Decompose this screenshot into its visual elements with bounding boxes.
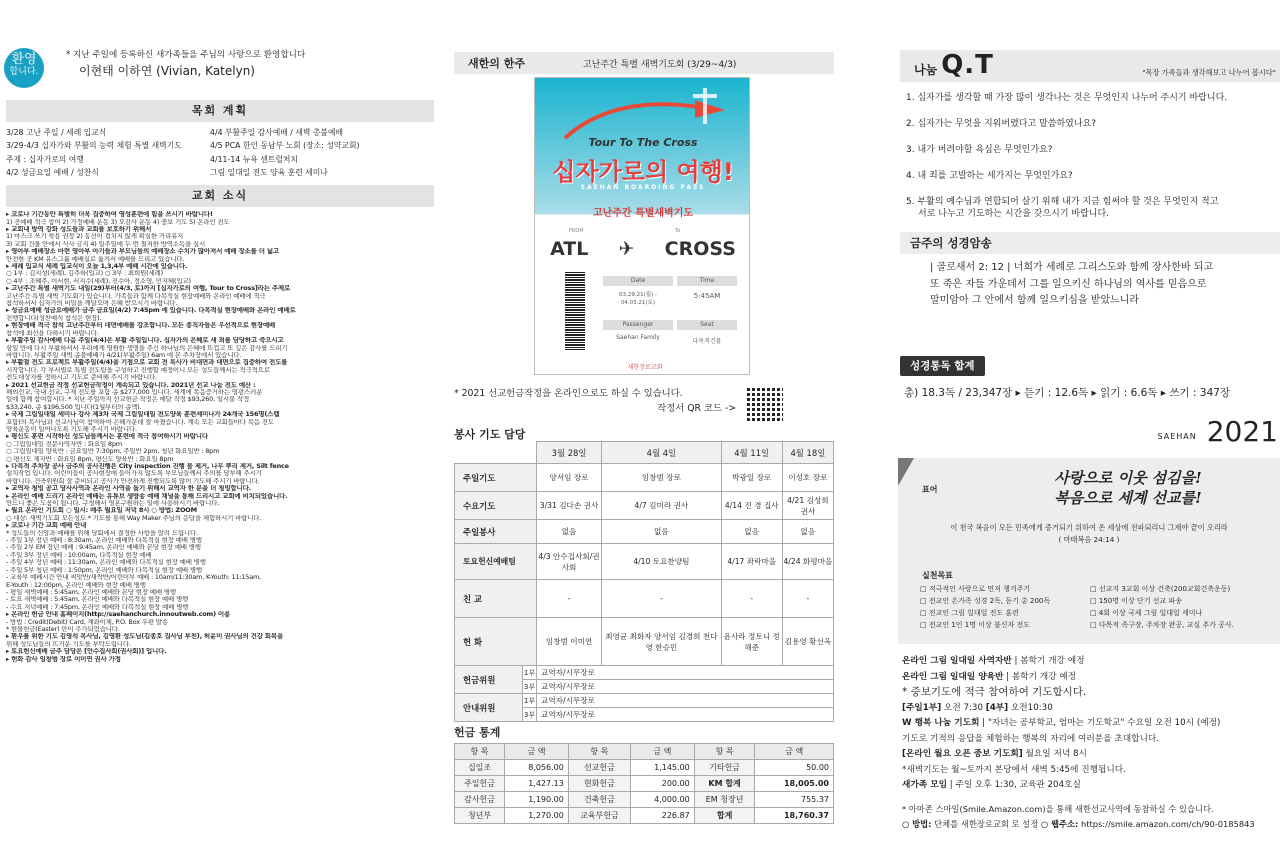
service-date: 4월 18일 [782, 442, 833, 464]
service-date: 4월 11일 [721, 442, 782, 464]
qt-header [900, 50, 1280, 82]
qt-question: 4. 내 죄를 고발하는 세가지는 무엇인가요? [906, 171, 1073, 181]
table-cell: 건축헌금 [568, 792, 630, 808]
news-item: - 주일 4부 장년 예배 : 11:30am, 온라인 예배와 다목적실 현장 예배 병행 [6, 559, 206, 567]
ticket-title: 십자가로의 여행! [552, 158, 734, 186]
table-cell: 윤사라 정토니 정해준 [721, 618, 782, 666]
info-section [902, 654, 1278, 833]
info-text: | 봄학기 개강 예정 [1011, 656, 1085, 666]
plan-title: 목회 계획 [6, 100, 434, 122]
practice-item: □ 전교인 1인 1명 이상 불신자 전도 [920, 621, 1031, 629]
info-bold: ○ 웹주소: [1040, 819, 1079, 829]
plan-item: 그림 일대일 전도 양육 훈련 세미나 [210, 167, 328, 177]
service-date: 3월 28일 [537, 442, 602, 464]
news-item: ▸ 온라인 헌금 안내 홈페이지(http://saehanchurch.innoutweb.com) 이용 [6, 611, 231, 619]
table-cell: - [602, 580, 722, 618]
ticket-passenger: Saehan Family [616, 334, 660, 341]
plan-item: 4/5 PCA 한인 동남부 노회 (장소: 성약교회) [210, 141, 360, 151]
welcome-intro: * 지난 주일에 등록하신 새가족들을 주님의 사랑으로 환영합니다 [66, 50, 306, 60]
table-cell: 양서임 장로 [537, 464, 602, 492]
news-item: ▸ 다목적 주차장 공사 금주의 공사진행은 City inspection 진행 물 제거, 나무 뿌리 제거, Silt fence [6, 463, 289, 470]
table-row [455, 694, 834, 708]
table-cell: 4/10 토요찬양팀 [602, 544, 722, 580]
memory-line: 또 죽은 자들 가운데서 그를 일으키신 하나님의 역사를 믿음으로 [930, 278, 1207, 290]
qt-question: 2. 십자가는 무엇을 지워버렸다고 말씀하였나요? [906, 119, 1096, 129]
table-cell: 1,145.00 [631, 760, 695, 776]
table-row [455, 776, 834, 792]
table-cell: 십일조 [455, 760, 505, 776]
week-title: 새한의 한주 [468, 57, 525, 70]
welcome-text [66, 48, 305, 79]
amazon-link[interactable]: https://smile.amazon.com/ch/90-0185843 [1078, 819, 1255, 829]
offering-title: 헌금 통계 [454, 726, 501, 739]
ticket-subtitle: 고난주간 특별새벽기도 [592, 208, 694, 219]
info-text: 단체를 새한장로교회 로 설정 [931, 819, 1041, 829]
week-header [454, 52, 834, 74]
table-cell: 4/14 진 경 집사 [721, 492, 782, 520]
info-bold: [온라인 월요 오픈 중보 기도회] [902, 749, 1023, 759]
news-item: - 주일 1부 장년 예배 : 8:30am, 온라인 예배와 다목적실 현장 예배 병행 [6, 537, 202, 545]
news-item: 시작합니다. 각 부서별로 특별 전도팀을 구성하고 진행할 예정이니 모든 성도들께서는 적극적으로 [6, 366, 270, 374]
slogan-line1: 사랑으로 이웃 섬김을! [1054, 469, 1202, 487]
welcome-names: 이현태 이하연 (Vivian, Katelyn) [79, 64, 255, 78]
info-line [902, 654, 1278, 670]
qr-note-line2: 작정서 QR 코드 -> [657, 403, 736, 414]
ticket-seat: 다목적건물 [692, 338, 722, 345]
ticket-from-label: FROM [569, 228, 584, 234]
table-header: 금 액 [755, 744, 834, 760]
news-item: ▸ 성금요예배 성금요예배가 금주 금요일(4/2) 7:45pm 에 있습니다. 다목적실 현장예배와 온라인 예배로 [6, 307, 296, 315]
qr-note [454, 386, 736, 416]
slogan-verse [898, 522, 1280, 546]
info-bold: 새가족 모임 [902, 780, 947, 790]
offering-table [454, 743, 834, 824]
news-item: ▸ 온라인 예배 드리기 온라인 예배는 유튜브 생방송 예배 채널을 통해 드리시고 교회에 비치되었습니다. [6, 492, 288, 500]
table-cell: 50.00 [755, 760, 834, 776]
ticket-passenger-label: Passenger [603, 320, 673, 330]
table-cell: 임창범 이미연 [537, 618, 602, 666]
row-label: 안내위원 [455, 694, 523, 722]
table-row [455, 808, 834, 824]
plan-item: 3/29-4/3 십자가와 부활의 능력 체험 특별 새벽기도 [6, 141, 182, 151]
table-cell: 주일헌금 [455, 776, 505, 792]
news-item: ▸ 월요 온라인 기도회 ○ 일시: 매주 월요일 저녁 8시 ○ 방법: ZOOM [6, 507, 197, 515]
table-row [455, 618, 834, 666]
news-item: - 토요 새벽예배 : 5:45am, 온라인 예배와 다목적실 현장 예배 병행 [6, 596, 189, 604]
news-item: $33,240, 총 $196,500 입니다(1월부터의 총액). [6, 403, 142, 411]
news-item: ○ 1부 : 김지성(세례), 김주하(입교) ○ 3부 : 최희원(세례) [6, 270, 163, 278]
news-item: 1) 마스크 쓰기 착용 권장 2) 동선이 겹치지 않게 확실한 거리유지 [6, 233, 184, 241]
news-item: 안전한 곳 KM 유스그룹 예배실로 옮겨서 예배를 드리고 있습니다. [6, 255, 185, 263]
news-item: ▸ 2021 선교헌금 작정 선교헌금작정이 계속되고 있습니다. 2021년 선교 나눔 전도 예산 : [6, 381, 256, 389]
qr-note-line1: * 2021 선교헌금작정을 온라인으로도 하실 수 있습니다. [454, 388, 683, 399]
plan-item: 4/4 부활주일 감사예배 / 새벽 총불예배 [210, 128, 344, 137]
table-header: 항 목 [455, 744, 505, 760]
news-item: ▸ 교회내 방역 강화 성도들과 교회를 보호하기 위해서 [6, 226, 152, 233]
news-item: ▸ 부활절 전도 프로젝트 부활주일(4/4)을 기점으로 교회 전 목사가 비대면과 대면으로 집중하여 전도를 [6, 359, 288, 367]
news-item: 참석하셔서 십자가의 비밀을 깨달으며 은혜 받으시기 바랍니다. [6, 300, 178, 308]
table-cell: 최영균 최화자 양서임 김경희 천다영 한승민 [602, 618, 722, 666]
row-label: 수요기도 [455, 492, 537, 520]
info-text: 오전10:30 [1008, 702, 1053, 713]
table-cell: 200.00 [631, 776, 695, 792]
ticket-route [535, 238, 751, 260]
slogan [1008, 468, 1248, 508]
ticket-tour: Tour To The Cross [588, 136, 698, 149]
table-cell: 청년부 [455, 808, 505, 824]
ticket-date: 03.29.21(월) - 04.03.21(토) [619, 292, 657, 306]
news-item: 위해 성도님들의 뜨거운 기도를 부탁드립니다. [6, 640, 131, 648]
qt-question: 1. 십자가를 생각할 때 가장 많이 생각나는 것은 무엇인지 나누어 주시기 바랍니다. [906, 93, 1228, 103]
table-cell: 선교헌금 [568, 760, 630, 776]
info-line [902, 670, 1278, 686]
table-cell: 없음 [721, 520, 782, 544]
ticket-to-label: To [675, 228, 681, 234]
table-row [455, 464, 834, 492]
table-cell: 1,190.00 [505, 792, 569, 808]
practice-item: □ 다목적 족구장, 주차장 완공, 교실 추가 공사. [1090, 621, 1234, 629]
ticket-time: 5:45AM [693, 292, 721, 300]
table-cell: 교육부헌금 [568, 808, 630, 824]
table-cell: 현화헌금 [568, 776, 630, 792]
row-label: 헌금위원 [455, 666, 523, 694]
row-label: 주일기도 [455, 464, 537, 492]
verse-text: 이 천국 복음이 모든 민족에게 증거되기 위하여 온 세상에 전파되리니 그제야 끝이 오리라 [950, 523, 1228, 532]
service-header-row [455, 442, 834, 464]
reading-badge: 성경통독 합계 [900, 356, 985, 376]
news-item: ▸ 토요헌신예배 금주 담당은 [안수집사회(권사회)] 입니다. [6, 648, 167, 656]
year-number: 2021 [1206, 415, 1278, 448]
practice-item: □ 전교인 온가족 성경 2독, 듣기 총 200독 [920, 597, 1051, 605]
news-item: ▸ 현장예배 적극 참석 고난주간부터 대면예배를 강조합니다. 모든 종직자들은 우선적으로 현장예배 [6, 322, 276, 330]
memory-verse [930, 260, 1280, 310]
boarding-pass-poster [534, 77, 750, 375]
info-line: 기도로 기적의 응답을 체험하는 행복의 자리에 여러분을 초대합니다. [902, 733, 1160, 744]
news-item: 3) 교회 건물 안에서 식사 금지 4) 일주일에 두 번 철저한 방역소독을 실시 [6, 240, 206, 248]
table-cell: KM 합계 [694, 776, 755, 792]
news-item: 안드니 좋은 도움이 됩니다. 구청해서 영혼구원하는 일에 사용하시기 바랍니다. [6, 500, 220, 508]
info-line: * 아마존 스마일(Smile.Amazon.com)을 통해 새한선교사역에 동참하실 수 있습니다. [902, 803, 1214, 814]
table-cell: - [537, 580, 602, 618]
row-label: 헌 화 [455, 618, 537, 666]
news-item: ▸ 교역자 청빙 공고 당사사역과 온라인 사역을 돕기 위해서 교역자 한 분을 더 청빙합니다. [6, 485, 251, 493]
right-column [896, 0, 1280, 863]
table-cell: 없음 [782, 520, 833, 544]
plan-right [206, 126, 434, 179]
news-item: - 방법 : Credit(Debit) Card, 계좌이체, P.O. Box 우편 발송 [6, 618, 168, 626]
table-cell: 4,000.00 [631, 792, 695, 808]
welcome-section [4, 48, 434, 88]
table-cell: 3부 [523, 680, 537, 694]
news-item: - 수요 저녁예배 : 7:45pm, 온라인 예배와 다목적실 현장 예배 병행 [6, 603, 189, 611]
church-goal-box [898, 458, 1280, 644]
barcode [565, 272, 585, 350]
week-subtitle: 고난주간 특별 새벽기도회 (3/29~4/3) [582, 59, 737, 70]
practice-item: □ 4회 이상 국제 그림 일대일 세미나 [1090, 609, 1203, 617]
memory-title: 금주의 성경암송 [900, 232, 1280, 254]
service-table [454, 441, 834, 722]
table-row [455, 580, 834, 618]
slogan-tag: 표어 [922, 485, 938, 494]
plan-item: 주제 : 십자가로의 여행 [6, 154, 84, 164]
table-row [455, 792, 834, 808]
qt-question: 서로 나누고 기도하는 시간을 갖으시기 바랍니다. [918, 209, 1110, 219]
row-label: 토요헌신예배팀 [455, 544, 537, 580]
info-bold: [주일1부] [902, 702, 942, 713]
service-date: 4월 4일 [602, 442, 722, 464]
news-item: ○ 그림일대일 양육반 : 금요일반 7:30pm, 주일반 2pm, 청년 화요일반 : 8pm [6, 448, 220, 456]
info-line [902, 701, 1278, 717]
corner-mark [898, 458, 914, 486]
qr-code-icon[interactable] [747, 386, 783, 422]
practice-item: □ 적극적인 사랑으로 먼저 챙겨주기 [920, 585, 1031, 593]
table-cell: 755.37 [755, 792, 834, 808]
table-header: 금 액 [631, 744, 695, 760]
news-item: ▸ 고난주간 특별 새벽기도 내일(29)부터(4/3, 토)까지 [십자가로의 여행, Tour to Cross]라는 주제로 [6, 285, 291, 293]
news-item: - 주일 2부 EM 장년 예배 : 9:45am, 온라인 예배와 본당 현장 예배 병행 [6, 544, 201, 552]
news-item: * 현물헌금(Easter) 란이 추가되었습니다. [6, 625, 120, 633]
news-item: 1) 공예배 적극 참여 2) 가정예배 운동 3) 오감사 운동 4) 중보 기도 5) 온라인 전도 [6, 218, 230, 226]
info-line [902, 747, 1278, 763]
news-item: ○ 대상: 새벽기도회 모든성도 * 기도를 통해 Way Maker 주님의 응답을 체험하시기 바랍니다. [6, 514, 262, 522]
info-bold: W 행복 나눔 기도회 [902, 718, 980, 728]
plan-item: 4/2 성금요일 예배 / 성찬식 [6, 167, 99, 177]
info-text: | 봄학기 개강 예정 [1003, 671, 1077, 682]
table-cell: - [721, 580, 782, 618]
table-header: 금 액 [505, 744, 569, 760]
table-cell: 없음 [537, 520, 602, 544]
qt-question: 5. 부활의 예수님과 연합되어 살기 위해 내가 지금 힘써야 할 것은 무엇인지 적고 [906, 197, 1219, 207]
news-list [6, 211, 434, 663]
news-item: ○ 평신도 제자반 : 화요일 8pm, 평신도 양육반 : 화요일 8pm [6, 455, 174, 463]
memory-line: 말미암아 그 안에서 함께 일으키심을 받았느니라 [930, 295, 1140, 306]
info-line: * 중보기도에 적극 참여하여 기도합시다. [902, 686, 1087, 698]
table-cell: 교역자/시무장로 [537, 708, 834, 722]
reading-summary: 총) 18.3독 / 23,347장 ▸ 듣기 : 12.6독 ▸ 읽기 : 6.6독 ▸ 쓰기 : 347장 [904, 387, 1231, 399]
news-item: 바랍니다. 건축위원회 잘 준비되고 공사가 안전하게 진행되도록 많이 기도해 주시기 바랍니다. [6, 477, 260, 485]
table-row [455, 544, 834, 580]
row-label: 친 교 [455, 580, 537, 618]
row-label: 주일봉사 [455, 520, 537, 544]
ticket-passenger-box [603, 320, 673, 341]
news-item: ▸ 영아부 예배장소 마련 영아부 아기들과 부모님들의 예배장소 수치가 많아져서 예배 장소를 더 넓고 [6, 248, 280, 256]
table-row [455, 520, 834, 544]
qt-prefix: 나눔 [914, 63, 938, 77]
table-cell: - [782, 580, 833, 618]
ticket-seat-box [677, 320, 737, 345]
service-title: 봉사 기도 담당 [454, 428, 526, 441]
memory-line: | 골로새서 2: 12 | 너희가 세례로 그리스도와 함께 장사한바 되고 [930, 262, 1214, 273]
plan-left [6, 126, 206, 179]
table-row [455, 760, 834, 776]
table-cell: 18,760.37 [755, 808, 834, 824]
practice-item: □ 150명 이상 단기 선교 파송 [1090, 597, 1182, 605]
news-item: 양육운동이 일어나도록 기도해 주시기 바랍니다. [6, 425, 137, 433]
plan-item: 4/11-14 뉴욕 센트럴처치 [210, 154, 298, 164]
table-header: 항 목 [568, 744, 630, 760]
news-item: ▸ 코로나 기간 교회 예배 안내 [6, 522, 87, 530]
table-cell: 1,427.13 [505, 776, 569, 792]
practice-item: □ 전교인 그림 일대일 전도 훈련 [920, 609, 1019, 617]
news-item: ▸ 평신도 훈련 시작하신 성도님들께서는 훈련에 적극 참여하시기 바랍니다 [6, 433, 208, 441]
practice-items [920, 584, 1280, 630]
info-bold: 온라인 그림 일대일 양육반 [902, 671, 1004, 682]
news-item: ▸ 헌화 감사 임창범 장로 이미연 권사 가정 [6, 655, 121, 663]
news-item: - 교육부 예배시간 안내 씨앗반/새싹반/어린이부 예배 : 10am/11:30am, K-Youth: 11:15am, [6, 574, 261, 582]
year-mark [1157, 415, 1279, 448]
table-cell: 합계 [694, 808, 755, 824]
ticket-date-box [603, 276, 673, 306]
news-item: 설치작업 입니다. 어린이들이 공사현장에 들어가지 않도록 부모님들께서 주의를 당부해 주시기 [6, 470, 262, 478]
news-item: - 평일 새벽예배 : 5:45am, 온라인 예배와 본당 현장 예배 병행 [6, 588, 176, 596]
news-item: ▸ 코로나 기간동안 특별히 더욱 집중하여 영성훈련에 힘을 쓰시기 바랍니다! [6, 211, 213, 219]
table-cell: 없음 [602, 520, 722, 544]
practice-item: □ 선교지 3교회 이상 건축(200교회건축운동) [1090, 585, 1231, 593]
news-item: ▸ 세례 입교식 세례 입교식이 오늘 1,3,4부 예배 시간에 있습니다. [6, 263, 188, 271]
table-cell: 1,270.00 [505, 808, 569, 824]
welcome-badge-sub: 합니다. [9, 67, 39, 77]
news-item: 전도대상자를 정하시고 기도로 준비해 주시기 바랍니다. [6, 374, 158, 382]
info-text: | 주일 오후 1:30, 교육관 204호실 [947, 780, 1081, 790]
ticket-to: CROSS [664, 238, 736, 260]
table-header: 항 목 [694, 744, 755, 760]
table-cell: 3부 [523, 708, 537, 722]
table-cell: 감사헌금 [455, 792, 505, 808]
table-cell: 박광일 장로 [721, 464, 782, 492]
news-item: ▸ 국제 그림일대일 세미나 강사 제3차 국제 그림일대일 전도양육 훈련세미나가 24개국 156명(스텝 [6, 411, 280, 419]
table-cell: 교역자/시무장로 [537, 666, 834, 680]
ticket-pass: SAEHAN BOARDING PASS [580, 184, 706, 191]
table-cell: 226.87 [631, 808, 695, 824]
welcome-badge-main: 환영 [11, 52, 37, 67]
info-line [902, 716, 1278, 732]
info-line [902, 817, 1278, 833]
left-column [0, 0, 438, 863]
news-item: 포함)의 목사님과 선교사님이 참여하여 은혜가운데 잘 마쳤습니다. 계속 모든 교회들마다 복음 전도 [6, 418, 274, 426]
news-item: 고난주간 특별 새벽 기도회가 있습니다. 가족들과 함께 다목적실 현장예배와 온라인 예배에 적극 [6, 292, 266, 300]
qt-note: "목장 가족들과 생각해보고 나누어 봅시다" [1142, 68, 1276, 77]
table-cell: 1부 [523, 666, 537, 680]
ticket-seat-label: Seat [677, 320, 737, 330]
info-line [902, 778, 1278, 794]
news-item: 삼일 만에 다시 부활하셔서 우리에게 영원한 생명을 주신 하나님의 은혜에 뜨겁고 또 깊은 감사를 드리기 [6, 344, 288, 352]
info-bold: [4부] [985, 702, 1009, 713]
table-cell: 4/7 김미라 권사 [602, 492, 722, 520]
table-cell: 4/24 화평마을 [782, 544, 833, 580]
news-item: 바랍니다. 부활주일 새벽 총불예배가 4/21(부활주일) 6am 에 본 주차장에서 있습니다. [6, 351, 242, 359]
welcome-badge [4, 48, 44, 88]
plan-item: 3/28 고난 주일 / 세례 입교식 [6, 128, 107, 137]
table-cell: 4/21 김성희 권사 [782, 492, 833, 520]
table-cell: 이성호 장로 [782, 464, 833, 492]
table-cell: 1부 [523, 694, 537, 708]
ticket-date-label: Date [603, 276, 673, 286]
table-cell: 기타헌금 [694, 760, 755, 776]
qt-title: Q.T [941, 50, 994, 80]
info-bold: 온라인 그림 일대일 사역자반 [902, 656, 1012, 666]
news-item: ○ 4부 : 조혜주, 이서현, 서지수(세례), 진수아, 정소영, 민지혜(입교) [6, 277, 191, 285]
ticket-from: ATL [550, 238, 589, 260]
table-cell: EM 청장년 [694, 792, 755, 808]
plan-section [6, 126, 434, 179]
news-item: 해외선교, 국내 선교, 구제 전도를 포함 총 $277,000 입니다. 세계에 복음증거하는 영광스러운 [6, 388, 263, 396]
info-bold: ○ 방법: [902, 819, 932, 829]
table-cell: 3/31 김다손 권사 [537, 492, 602, 520]
news-item: ○ 그림일대일 전문사역자반 : 화요일 8pm [6, 440, 122, 448]
table-cell: 4/17 좌락마을 [721, 544, 782, 580]
info-text: | "자녀는 공부학교, 엄마는 기도학교" 수요일 오전 10시 (예정) [979, 718, 1221, 728]
table-row [455, 666, 834, 680]
news-item: * 성도들의 신앙과 예배를 위해 당회에서 결정한 사항을 알려 드립니다. [6, 529, 198, 537]
ticket-church: 새한장로교회 [627, 364, 663, 371]
year-label: SAEHAN [1157, 432, 1197, 441]
middle-column [448, 0, 836, 863]
table-cell: 8,056.00 [505, 760, 569, 776]
news-item: E-Youth : 12:00pm, 온라인 예배와 현장 예배 병행 [6, 581, 146, 589]
table-cell: 교역자/시무장로 [537, 680, 834, 694]
news-item: ▸ 환우를 위한 기도 김영석 목사님, 김영환 성도님(김종호 집사님 부친), 허윤미 권사님의 건강 회복을 [6, 633, 284, 641]
info-text: 월요일 저녁 8시 [1022, 749, 1087, 759]
practice-tag: 실천목표 [922, 571, 953, 580]
plane-icon: ✈ [618, 238, 635, 260]
news-item: 참석에 최선을 다하시기 바랍니다. [6, 329, 99, 337]
ticket-time-label: Time [677, 276, 737, 286]
table-cell: 임창범 장로 [602, 464, 722, 492]
info-line: *새벽기도는 월~토까지 본당에서 새벽 5:45에 진행됩니다. [902, 764, 1126, 775]
qt-question: 3. 내가 버려야할 욕심은 무엇인가요? [906, 145, 1053, 155]
table-cell: 4/3 안수집사회/권사회 [537, 544, 602, 580]
slogan-line2: 복음으로 세계 선교를! [1054, 489, 1202, 507]
table-cell: 김용영 황선옥 [782, 618, 833, 666]
offering-header-row [455, 744, 834, 760]
table-row [455, 492, 834, 520]
qt-questions [906, 92, 1280, 220]
news-item: 일에 함께 참여합시다. * 지난 주일까지 선교헌금 작정은 매달 작정 $93,260, 일시불 작정 [6, 396, 250, 404]
table-cell: 18,005.00 [755, 776, 834, 792]
table-cell: 교역자/시무장로 [537, 694, 834, 708]
ticket-time-box [677, 276, 737, 300]
news-item: ▸ 부활주일 감사예배 다음 주일(4/4)은 부활 주일입니다. 십자가의 은혜로 새 죄를 담당하고 죽으시고 [6, 337, 284, 345]
news-item: - 주일 5부 청년 예배 : 1:50pm, 온라인 예배와 다목적실 현장 예배 병행 [6, 566, 203, 574]
info-text: 오전 7:30 [941, 702, 986, 713]
verse-ref: ( 마태복음 24:14 ) [1058, 535, 1120, 544]
news-item: - 주일 3부 장년 예배 : 10:00am, 다목적실 현장 예배 [6, 551, 152, 559]
news-title: 교회 소식 [6, 185, 434, 207]
news-item: 진행합니다(성찬예식 참석은 현장). [6, 314, 102, 322]
